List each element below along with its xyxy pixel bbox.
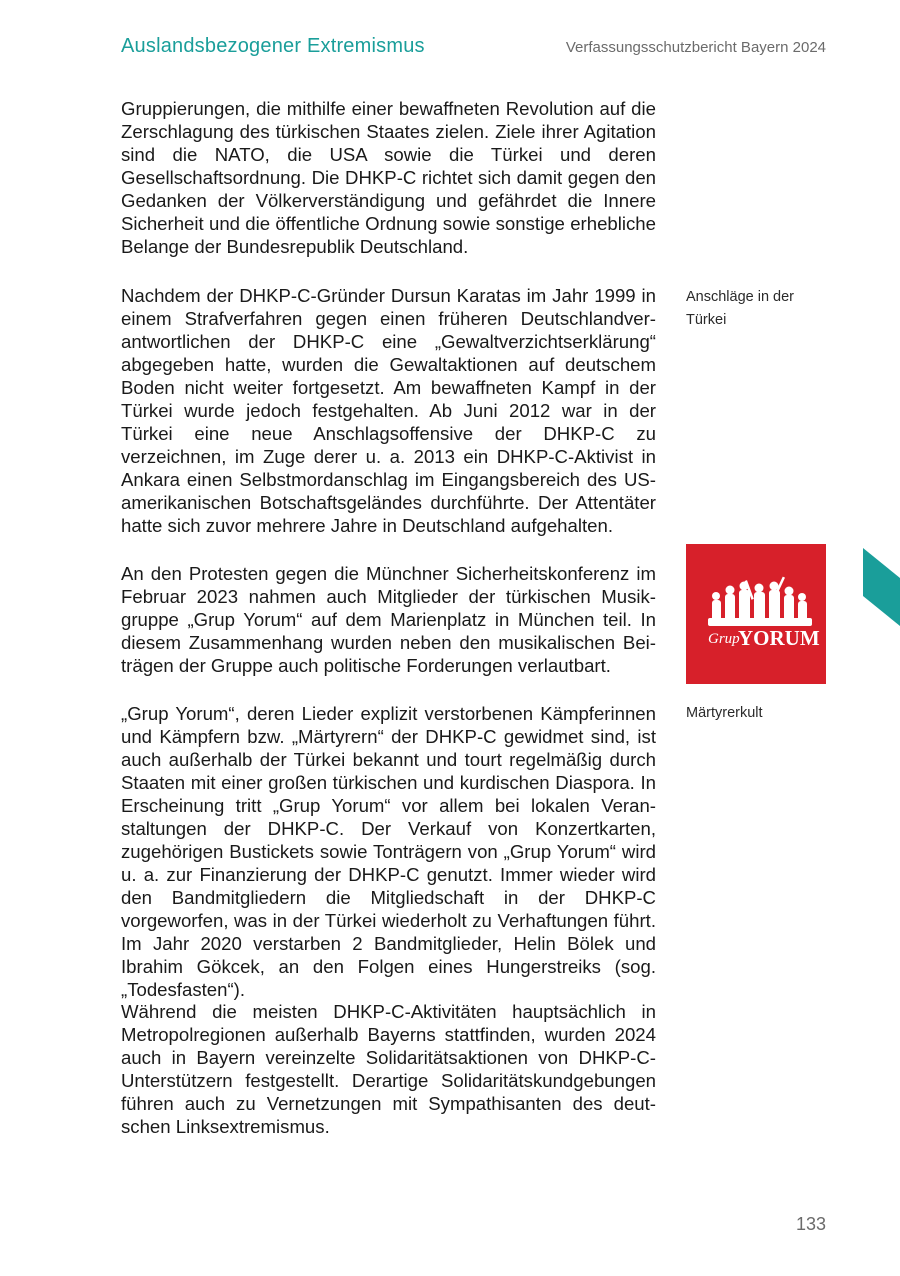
paragraph: Nachdem der DHKP-C-Gründer Dursun Karatas im Jahr 1999 in einem Strafverfahren gegen einen früheren Deutschlandverantwortlichen der DHKP-C eine „Gewaltverzichtserklärung“ abgegeben hatte, wurden die Gewaltaktionen auf deutschem Boden nicht weiter fortgesetzt. Am bewaffneten Kampf in der Türkei wurde jedoch festgehalten. Ab Juni 2012 war in der Türkei eine neue Anschlagsoffensive der DHKP-C zu verzeichnen, im Zuge derer u. a. 2013 ein DHKP-C-Aktivist in Ankara einen Selbstmordanschlag im Eingangsbereich des US-amerikanischen Botschaftsgeländes durchführte. Der Attentäter hatte sich zuvor mehrere Jahre in Deutschland aufgehalten. (121, 285, 656, 536)
chapter-tab-marker (863, 548, 900, 626)
grup-yorum-logo (686, 544, 826, 684)
paragraph: Während die meisten DHKP-C-Aktivitäten hauptsächlich in Metropolregionen außerhalb Bayerns stattfinden, wurden 2024 auch in Bayern vereinzelte Solidaritätsaktionen von DHKP-C-Unterstützern festgestellt. Derartige Solidaritätskundgebungen führen auch zu Vernetzungen mit Sympathisanten des deutschen Linksextremismus. (121, 1001, 656, 1137)
logo-text-grup: Grup (708, 631, 740, 647)
section-title: Auslandsbezogener Extremismus (121, 35, 425, 57)
paragraph: Gruppierungen, die mithilfe einer bewaffneten Revolution auf die Zerschlagung des türkischen Staates zielen. Ziele ihrer Agitation sind die NATO, die USA sowie die Türkei und deren Gesellschaftsordnung. Die DHKP-C richtet sich damit gegen den Gedanken der Völkerverständigung und gefährdet die Innere Sicherheit und die öffentliche Ordnung sowie sonstige erhebliche Belange der Bundesrepublik Deutschland. (121, 98, 656, 257)
report-title: Verfassungsschutzbericht Bayern 2024 (565, 39, 826, 56)
paragraph: An den Protesten gegen die Münchner Sicherheitskonferenz im Februar 2023 nahmen auch Mitglieder der türkischen Musikgruppe „Grup Yorum“ auf dem Marienplatz in München teil. In diesem Zusammenhang wurden neben den musikalischen Beiträgen der Gruppe auch politische Forderungen verlautbart. (121, 563, 656, 676)
margin-note-attacks: Anschläge in der Türkei (686, 289, 795, 328)
band-silhouette-logo-icon (686, 544, 826, 684)
margin-note-martyr-cult: Märtyrerkult (686, 705, 763, 721)
page-number: 133 (795, 1214, 826, 1234)
logo-text-yorum: YORUM (738, 626, 820, 650)
paragraph: „Grup Yorum“, deren Lieder explizit verstorbenen Kämpferinnen und Kämpfern bzw. „Märtyrern“ der DHKP-C gewidmet sind, ist auch außerhalb der Türkei bekannt und tourt regelmäßig durch Staaten mit einer großen türkischen und kurdischen Diaspora. In Erscheinung tritt „Grup Yorum“ vor allem bei lokalen Veranstaltungen der DHKP-C. Der Verkauf von Konzertkarten, zugehörigen Bustickets sowie Tonträgern von „Grup Yorum“ wird u. a. zur Finanzierung der DHKP-C genutzt. Immer wieder wird den Bandmitgliedern die Mitgliedschaft in der DHKP-C vorgeworfen, was in der Türkei wiederholt zu Verhaftungen führt. Im Jahr 2020 verstarben 2 Bandmitglieder, Helin Bölek und Ibrahim Gökcek, an den Folgen eines Hungerstreiks (sog. „Todesfasten“). (121, 703, 656, 1000)
